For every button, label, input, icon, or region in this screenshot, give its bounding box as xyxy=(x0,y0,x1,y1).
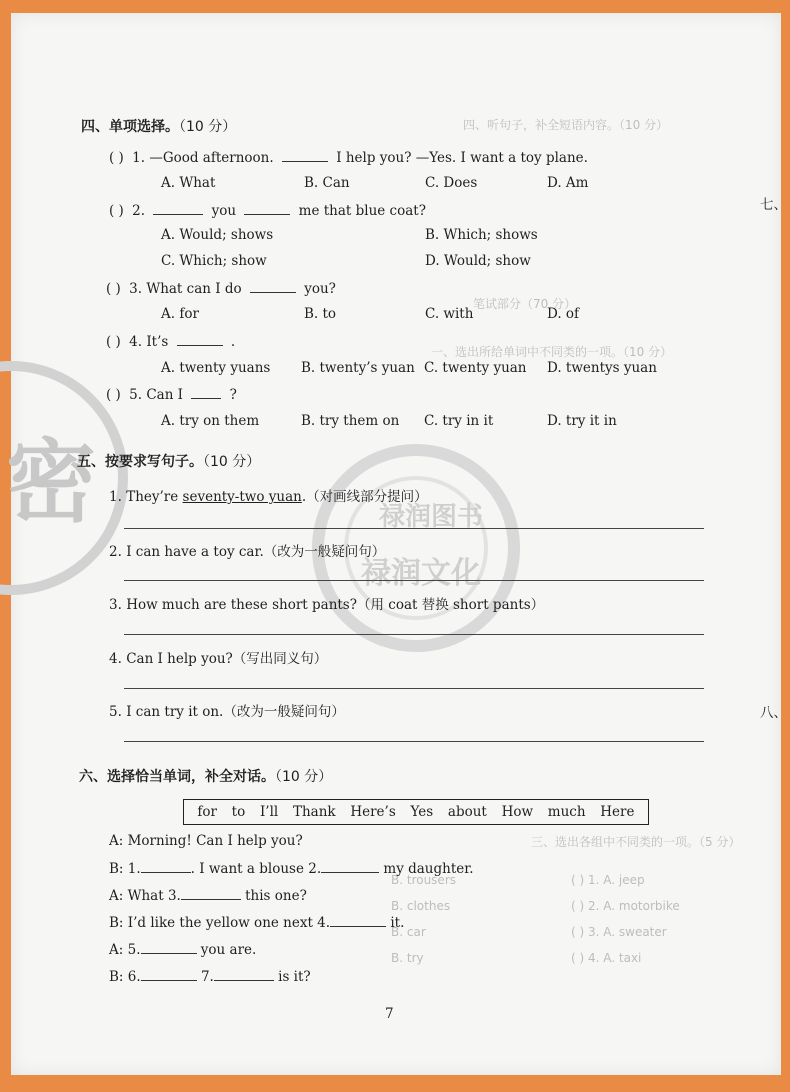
section-6-heading xyxy=(79,766,332,786)
word-option[interactable]: to xyxy=(231,804,246,820)
question-stem: . xyxy=(230,334,236,350)
section-4-points: （10 分） xyxy=(179,119,237,135)
item-number: 2. xyxy=(109,544,122,560)
option-d[interactable]: D. twentys yuan xyxy=(547,360,657,376)
item-number: 5. xyxy=(109,704,122,720)
answer-blank[interactable] xyxy=(250,280,296,293)
option-a[interactable]: A. twenty yuans xyxy=(161,360,271,376)
dialogue-line-4 xyxy=(109,914,404,931)
speaker-label: B: xyxy=(109,969,124,985)
section-5-heading xyxy=(77,451,260,471)
answer-blank[interactable] xyxy=(191,386,221,399)
answer-blank-6[interactable] xyxy=(141,968,197,981)
item-instruction: .（对画线部分提问） xyxy=(301,489,428,505)
answer-blank-3[interactable] xyxy=(181,887,241,900)
question-number: 2. xyxy=(132,203,146,219)
option-c[interactable]: C. Does xyxy=(425,175,478,191)
dialogue-text: 1. xyxy=(127,861,141,877)
answer-blank-5[interactable] xyxy=(141,941,197,954)
question-number: 3. xyxy=(129,281,143,297)
item-number: 3. xyxy=(109,597,122,613)
watermark-line2: 禄润文化 xyxy=(361,556,481,591)
bleed-through-text: 四、听句子，补全短语内容。（10 分） xyxy=(463,118,669,132)
question-stem: you xyxy=(211,203,237,219)
underlined-phrase: seventy-two yuan xyxy=(182,489,302,505)
option-b[interactable]: B. Can xyxy=(304,175,350,191)
word-option[interactable]: Here’s xyxy=(350,804,396,820)
seal-stamp-char: 密 xyxy=(6,430,96,535)
bleed-through-text: B. trousers xyxy=(391,873,457,887)
page-number: 7 xyxy=(385,1006,394,1022)
side-mark-7: 七、 xyxy=(760,197,787,213)
question-stem: you? xyxy=(304,281,336,297)
question-5 xyxy=(106,386,237,403)
option-d[interactable]: D. try it in xyxy=(547,413,617,429)
bleed-through-text: ( ) 1. A. jeep xyxy=(571,873,645,887)
option-b[interactable]: B. Which; shows xyxy=(425,227,538,243)
answer-line[interactable] xyxy=(124,634,704,635)
answer-paren: ( ) xyxy=(106,281,121,297)
dialogue-text: 7. xyxy=(196,969,214,985)
option-d[interactable]: D. of xyxy=(547,306,580,322)
bleed-through-text: ( ) 4. A. taxi xyxy=(571,951,642,965)
answer-line[interactable] xyxy=(124,741,704,742)
question-stem: What can I do xyxy=(146,281,242,297)
option-b[interactable]: B. try them on xyxy=(301,413,400,429)
rewrite-item-2 xyxy=(109,540,385,560)
bleed-through-text: 一、选出所给单词中不同类的一项。（10 分） xyxy=(431,345,673,359)
speaker-label: A: xyxy=(109,888,124,904)
word-option[interactable]: Thank xyxy=(292,804,336,820)
watermark-line1: 禄润图书 xyxy=(378,502,484,532)
question-stem: me that blue coat? xyxy=(298,203,426,219)
question-1 xyxy=(109,149,588,166)
item-text: They’re xyxy=(126,489,183,505)
speaker-label: A: xyxy=(109,833,124,849)
dialogue-text: my daughter. xyxy=(379,861,474,877)
option-d[interactable]: D. Am xyxy=(547,175,589,191)
dialogue-line-3 xyxy=(109,887,307,904)
side-mark-8: 八、 xyxy=(760,705,787,721)
bleed-through-text: ( ) 2. A. motorbike xyxy=(571,899,680,913)
item-text: Can I help you?（写出同义句） xyxy=(126,651,328,667)
question-stem: ? xyxy=(229,387,237,403)
dialogue-text: 5. xyxy=(127,942,141,958)
question-2 xyxy=(109,202,426,219)
answer-blank[interactable] xyxy=(244,202,290,215)
option-c[interactable]: C. twenty yuan xyxy=(424,360,527,376)
bleed-through-text: B. clothes xyxy=(391,899,451,913)
section-4-title: 四、单项选择。 xyxy=(81,119,179,135)
dialogue-text: I’d like the yellow one next 4. xyxy=(127,915,331,931)
option-c[interactable]: C. try in it xyxy=(424,413,494,429)
question-stem: —Good afternoon. xyxy=(149,150,274,166)
answer-blank-4[interactable] xyxy=(330,914,386,927)
rewrite-item-1 xyxy=(109,485,428,505)
question-4 xyxy=(106,333,235,350)
section-5-title: 五、按要求写句子。 xyxy=(77,454,203,470)
item-number: 1. xyxy=(109,489,122,505)
word-option[interactable]: Yes xyxy=(410,804,434,820)
answer-paren: ( ) xyxy=(109,150,124,166)
answer-line[interactable] xyxy=(124,580,704,581)
word-option[interactable]: I’ll xyxy=(259,804,279,820)
question-number: 1. xyxy=(132,150,146,166)
dialogue-text: you are. xyxy=(196,942,257,958)
option-a[interactable]: A. What xyxy=(161,175,216,191)
section-6-title: 六、选择恰当单词，补全对话。 xyxy=(79,769,275,785)
item-text: I can try it on.（改为一般疑问句） xyxy=(126,704,345,720)
word-option[interactable]: for xyxy=(197,804,217,820)
question-number: 4. xyxy=(129,334,143,350)
word-option[interactable]: about xyxy=(447,804,487,820)
rewrite-item-5 xyxy=(109,700,345,720)
word-option[interactable]: How xyxy=(501,804,534,820)
option-b[interactable]: B. twenty’s yuan xyxy=(301,360,415,376)
speaker-label: B: xyxy=(109,861,124,877)
dialogue-text: 6. xyxy=(127,969,141,985)
word-option[interactable]: Here xyxy=(600,804,635,820)
answer-blank-1[interactable] xyxy=(141,860,191,873)
dialogue-text: is it? xyxy=(273,969,311,985)
bleed-through-text: B. car xyxy=(391,925,426,939)
item-text: I can have a toy car.（改为一般疑问句） xyxy=(126,544,386,560)
rewrite-item-4 xyxy=(109,647,327,667)
speaker-label: A: xyxy=(109,942,124,958)
option-a[interactable]: A. try on them xyxy=(161,413,260,429)
question-stem: Can I xyxy=(146,387,184,403)
answer-blank-2[interactable] xyxy=(321,860,379,873)
dialogue-line-2 xyxy=(109,860,474,877)
dialogue-text: this one? xyxy=(240,888,307,904)
option-b[interactable]: B. to xyxy=(304,306,337,322)
option-c[interactable]: C. Which; show xyxy=(161,253,267,269)
section-5-points: （10 分） xyxy=(203,454,261,470)
section-4-heading xyxy=(81,116,236,136)
dialogue-text: Morning! Can I help you? xyxy=(127,833,303,849)
answer-blank[interactable] xyxy=(177,333,223,346)
answer-blank-7[interactable] xyxy=(214,968,274,981)
dialogue-text: . I want a blouse 2. xyxy=(190,861,322,877)
dialogue-text: it. xyxy=(386,915,405,931)
rewrite-item-3 xyxy=(109,593,544,613)
option-a[interactable]: A. Would; shows xyxy=(161,227,274,243)
question-stem: It’s xyxy=(146,334,169,350)
question-3 xyxy=(106,280,336,297)
question-number: 5. xyxy=(129,387,143,403)
answer-blank[interactable] xyxy=(282,149,328,162)
item-text: How much are these short pants?（用 coat 替换 short pants） xyxy=(126,597,545,613)
dialogue-line-1 xyxy=(109,833,303,849)
answer-line[interactable] xyxy=(124,688,704,689)
option-a[interactable]: A. for xyxy=(161,306,199,322)
word-option[interactable]: much xyxy=(547,804,586,820)
section-6-points: （10 分） xyxy=(275,769,333,785)
answer-blank[interactable] xyxy=(153,202,203,215)
option-c[interactable]: C. with xyxy=(425,306,474,322)
dialogue-line-6 xyxy=(109,968,311,985)
item-number: 4. xyxy=(109,651,122,667)
question-stem: I help you? —Yes. I want a toy plane. xyxy=(336,150,588,166)
dialogue-line-5 xyxy=(109,941,256,958)
option-d[interactable]: D. Would; show xyxy=(425,253,531,269)
speaker-label: B: xyxy=(109,915,124,931)
exam-page xyxy=(6,13,787,1075)
word-bank xyxy=(183,799,649,825)
bleed-through-text: B. try xyxy=(391,951,424,965)
answer-paren: ( ) xyxy=(106,387,121,403)
dialogue-text: What 3. xyxy=(127,888,181,904)
answer-paren: ( ) xyxy=(106,334,121,350)
bleed-through-text: 三、选出各组中不同类的一项。（5 分） xyxy=(531,835,741,849)
answer-paren: ( ) xyxy=(109,203,124,219)
bleed-through-text: 笔试部分（70 分） xyxy=(473,297,577,311)
answer-line[interactable] xyxy=(124,528,704,529)
bleed-through-text: ( ) 3. A. sweater xyxy=(571,925,667,939)
